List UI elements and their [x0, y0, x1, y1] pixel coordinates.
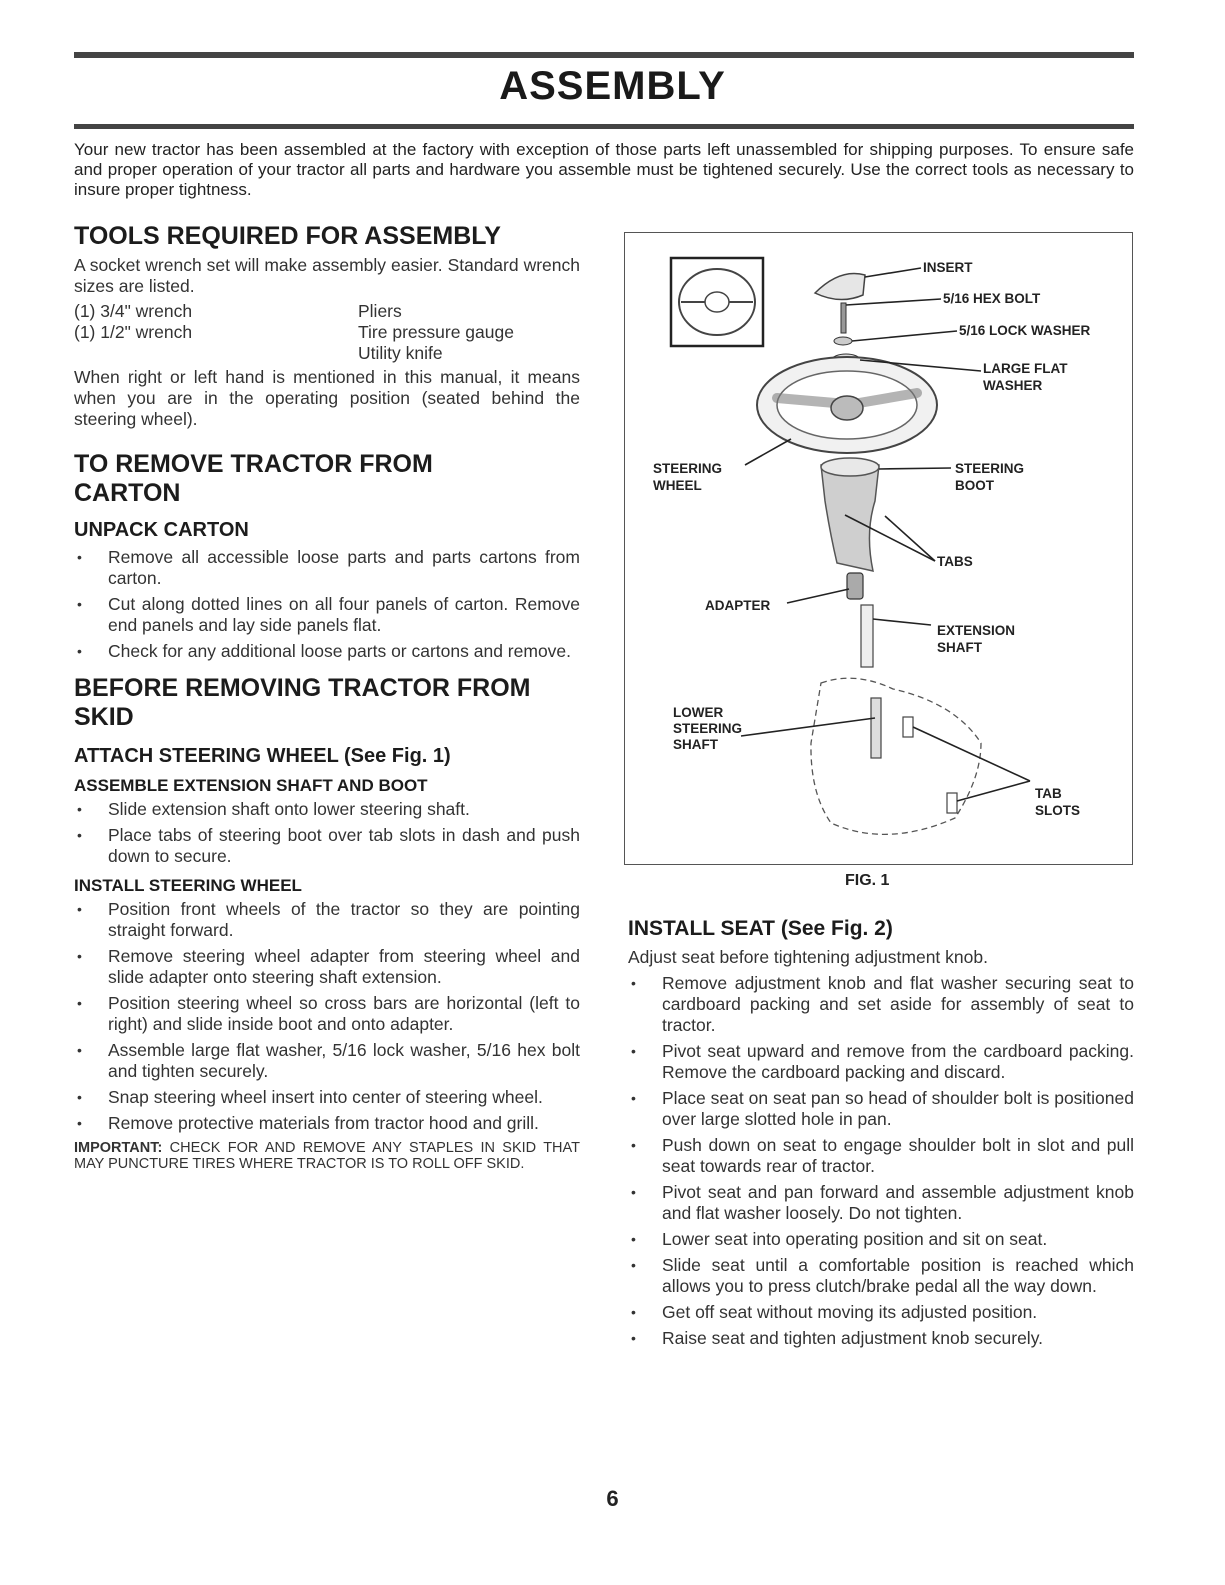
before-heading: BEFORE REMOVING TRACTOR FROM SKID: [74, 674, 531, 731]
important-label: IMPORTANT:: [74, 1140, 163, 1156]
list-item: • Check for any additional loose parts or cartons and remove.: [74, 641, 580, 662]
tab-slot-icon: [947, 793, 957, 813]
list-item: • Position steering wheel so cross bars are horizontal (left to right) and slide inside boot and onto adapter.: [74, 993, 580, 1035]
label-steering-wheel-1: STEERING: [653, 461, 723, 476]
page-number: 6: [606, 1486, 619, 1511]
left-column: [74, 222, 580, 1172]
list-item: • Place tabs of steering boot over tab slots in dash and push down to secure.: [74, 825, 580, 867]
label-large-flat: LARGE FLAT: [983, 361, 1068, 376]
extension-shaft-icon: [861, 605, 873, 667]
figure-caption: FIG. 1: [845, 872, 890, 889]
list-item: • Slide seat until a comfortable position is reached which allows you to press clutch/brake pedal all the way down.: [628, 1255, 1134, 1297]
label-tab: TAB: [1035, 786, 1062, 801]
important-text: CHECK FOR AND REMOVE ANY STAPLES IN SKID THAT MAY PUNCTURE TIRES WHERE TRACTOR IS TO ROLL OFF SKID.: [74, 1140, 580, 1172]
list-item: • Raise seat and tighten adjustment knob securely.: [628, 1328, 1134, 1349]
tab-slot-icon: [903, 717, 913, 737]
list-item: • Remove all accessible loose parts and parts cartons from carton.: [74, 547, 580, 589]
wheel-heading: INSTALL STEERING WHEEL: [74, 876, 302, 895]
right-column: [628, 918, 1134, 1354]
tools-heading: TOOLS REQUIRED FOR ASSEMBLY: [74, 222, 501, 250]
tool-item: (1) 3/4" wrench: [74, 301, 193, 321]
seat-heading: INSTALL SEAT (See Fig. 2): [628, 917, 893, 940]
shaft-list: [74, 799, 580, 867]
list-item: • Pivot seat and pan forward and assemble adjustment knob and flat washer loosely. Do not tighten.: [628, 1182, 1134, 1224]
tool-item: Utility knife: [358, 343, 443, 363]
label-steering-boot-1: STEERING: [955, 461, 1025, 476]
attach-heading: ATTACH STEERING WHEEL (See Fig. 1): [74, 745, 451, 767]
unpack-heading: UNPACK CARTON: [74, 519, 249, 541]
label-lower-shaft: SHAFT: [673, 737, 718, 752]
unpack-list: [74, 547, 580, 662]
list-item: • Cut along dotted lines on all four panels of carton. Remove end panels and lay side panels flat.: [74, 594, 580, 636]
label-shaft: SHAFT: [937, 640, 982, 655]
list-item: • Remove adjustment knob and flat washer securing seat to cardboard packing and set aside for assembly of seat to tractor.: [628, 973, 1134, 1036]
list-item: • Slide extension shaft onto lower steering shaft.: [74, 799, 580, 820]
list-item: • Place seat on seat pan so head of shoulder bolt is positioned over large slotted hole in pan.: [628, 1088, 1134, 1130]
label-lower: LOWER: [673, 705, 724, 720]
wheel-list: [74, 899, 580, 1134]
insert-icon: [815, 273, 865, 299]
label-extension: EXTENSION: [937, 623, 1016, 638]
list-item: • Position front wheels of the tractor so they are pointing straight forward.: [74, 899, 580, 941]
remove-heading: TO REMOVE TRACTOR FROM CARTON: [74, 450, 433, 507]
figure-1: [624, 232, 1133, 865]
page-title: ASSEMBLY: [499, 64, 726, 108]
label-steering: STEERING: [673, 721, 743, 736]
title-rule: [74, 124, 1134, 129]
label-insert: INSERT: [923, 260, 973, 275]
tools-list: [74, 301, 580, 364]
leader-lines: [741, 268, 1030, 801]
hex-bolt-icon: [841, 303, 846, 333]
list-item: • Get off seat without moving its adjusted position.: [628, 1302, 1134, 1323]
label-slots: SLOTS: [1035, 803, 1081, 818]
list-item: • Pivot seat upward and remove from the cardboard packing. Remove the cardboard packing and discard.: [628, 1041, 1134, 1083]
tool-item: Tire pressure gauge: [358, 322, 514, 342]
list-item: • Remove steering wheel adapter from steering wheel and slide adapter onto steering shaft extension.: [74, 946, 580, 988]
lower-shaft-icon: [871, 698, 881, 758]
tool-item: (1) 1/2" wrench: [74, 322, 193, 342]
label-steering-wheel-2: WHEEL: [653, 478, 702, 493]
label-washer: WASHER: [983, 378, 1043, 393]
shaft-heading: ASSEMBLE EXTENSION SHAFT AND BOOT: [74, 776, 428, 795]
label-lock-washer: 5/16 LOCK WASHER: [959, 323, 1091, 338]
label-tabs: TABS: [937, 554, 973, 569]
lock-washer-icon: [834, 337, 852, 345]
tools-intro: A socket wrench set will make assembly easier. Standard wrench sizes are listed.: [74, 255, 580, 296]
list-item: • Assemble large flat washer, 5/16 lock washer, 5/16 hex bolt and tighten securely.: [74, 1040, 580, 1082]
steering-assembly-diagram: [625, 233, 1132, 864]
important-note: [74, 1141, 580, 1172]
tool-item: Pliers: [358, 301, 402, 321]
seat-intro: Adjust seat before tightening adjustment knob.: [628, 947, 988, 967]
seat-list: [628, 973, 1134, 1349]
label-adapter: ADAPTER: [705, 598, 771, 613]
label-steering-boot-2: BOOT: [955, 478, 994, 493]
intro-paragraph: Your new tractor has been assembled at the factory with exception of those parts left unassembled for shipping purposes. To ensure safe and proper operation of your tractor all parts and hardware you assemble must be tightened securely. Use the correct tools as necessary to insure proper tightness.: [74, 140, 1134, 199]
label-hex-bolt: 5/16 HEX BOLT: [943, 291, 1041, 306]
hand-note: When right or left hand is mentioned in this manual, it means when you are in the operating position (seated behind the steering wheel).: [74, 367, 580, 429]
list-item: • Snap steering wheel insert into center of steering wheel.: [74, 1087, 580, 1108]
list-item: • Remove protective materials from tractor hood and grill.: [74, 1113, 580, 1134]
tool-item: [74, 343, 358, 364]
adapter-icon: [847, 573, 863, 599]
list-item: • Push down on seat to engage shoulder bolt in slot and pull seat towards rear of tractor.: [628, 1135, 1134, 1177]
top-rule: [74, 52, 1134, 58]
list-item: • Lower seat into operating position and sit on seat.: [628, 1229, 1134, 1250]
